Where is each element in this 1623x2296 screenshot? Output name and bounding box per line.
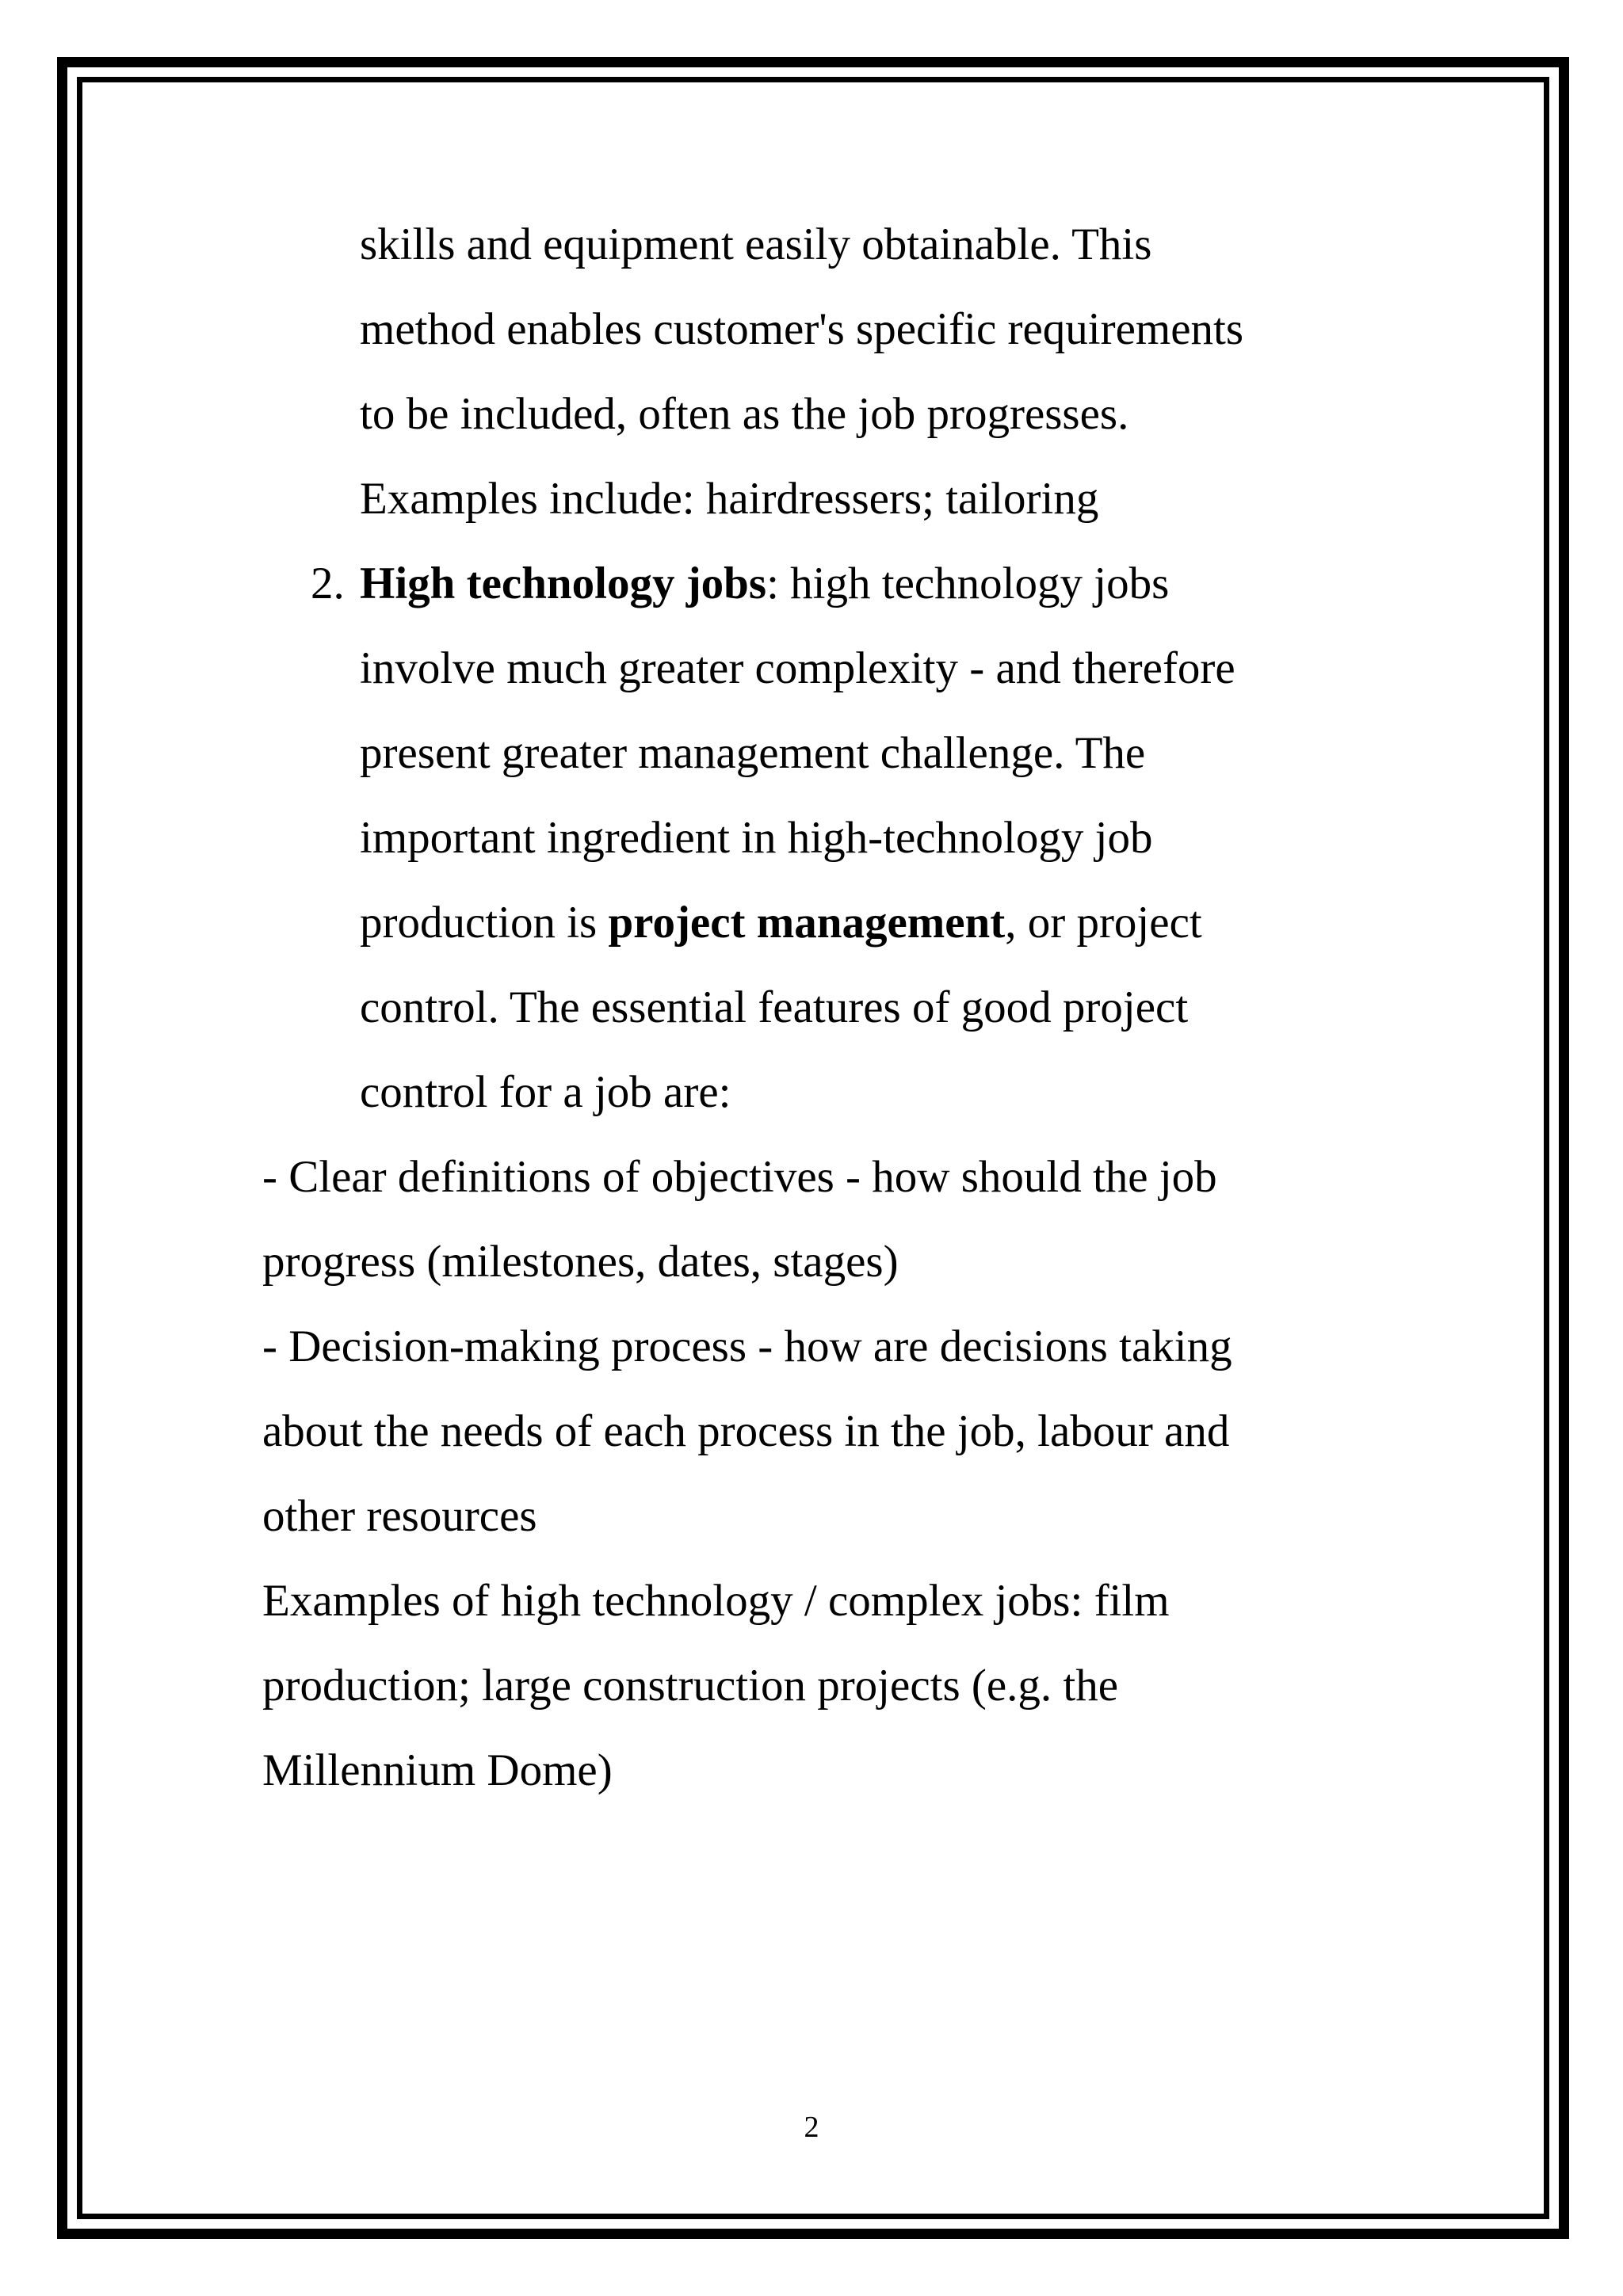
paragraph-line: important ingredient in high-technology job: [360, 813, 1153, 863]
paragraph-line: other resources: [262, 1491, 537, 1541]
paragraph-line: Examples of high technology / complex jobs: film: [262, 1576, 1170, 1626]
list-item-heading-line: [360, 556, 1169, 612]
list-item-heading: High technology jobs: [360, 559, 767, 608]
paragraph-line: control for a job are:: [360, 1067, 731, 1117]
paragraph-line: to be included, often as the job progresses.: [360, 389, 1129, 439]
paragraph-line: about the needs of each process in the job, labour and: [262, 1406, 1230, 1456]
paragraph-line: control. The essential features of good project: [360, 982, 1189, 1032]
paragraph-text: , or project: [1005, 898, 1202, 948]
paragraph-line: skills and equipment easily obtainable. This: [360, 219, 1152, 269]
bold-term: project management: [608, 898, 1006, 948]
page-number: 2: [804, 2111, 819, 2144]
paragraph-text: production is: [360, 898, 609, 948]
bullet-line: - Clear definitions of objectives - how should the job: [262, 1152, 1217, 1202]
paragraph-line: progress (milestones, dates, stages): [262, 1237, 899, 1287]
paragraph-line: method enables customer's specific requirements: [360, 304, 1244, 354]
list-item-number: 2.: [311, 559, 345, 608]
bullet-line: - Decision-making process - how are decisions taking: [262, 1322, 1232, 1371]
paragraph-line: present greater management challenge. The: [360, 728, 1146, 778]
paragraph-line: [360, 895, 1202, 951]
paragraph-line: Millennium Dome): [262, 1745, 613, 1795]
list-item-heading-rest: : high technology jobs: [766, 559, 1170, 608]
paragraph-line: involve much greater complexity - and therefore: [360, 643, 1235, 693]
paragraph-line: production; large construction projects (e.g. the: [262, 1661, 1119, 1711]
paragraph-line: Examples include: hairdressers; tailoring: [360, 474, 1099, 524]
